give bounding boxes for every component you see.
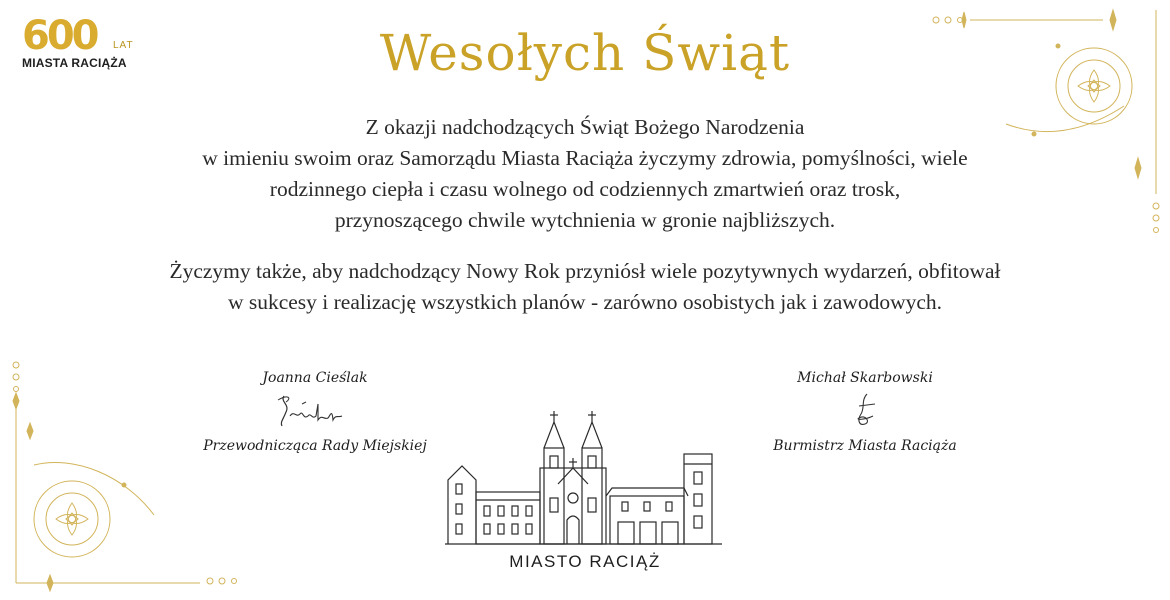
signer-title: Burmistrz Miasta Raciąża [773,438,957,454]
logo-lat: LAT [113,40,134,51]
message-line: rodzinnego ciepła i czasu wolnego od codziennych zmartwień oraz trosk, [269,177,901,201]
ornament-bottom-left [4,355,244,595]
town-logo [440,408,730,588]
logo-city: MIASTA RACIĄŻA [22,56,127,70]
message-line: w imieniu swoim oraz Samorządu Miasta Raciąża życzymy zdrowia, pomyślności, wiele [202,146,968,170]
handwritten-signature [270,390,360,432]
message-line: Z okazji nadchodzących Świąt Bożego Narodzenia [365,115,805,139]
message-line: w sukcesy i realizację wszystkich planów - zarówno osobistych jak i zawodowych. [227,290,943,314]
logo-number: 600 [22,13,97,59]
ornament-top-right [928,6,1164,242]
message-line: Życzymy także, aby nadchodzący Nowy Rok przyniósł wiele pozytywnych wydarzeń, obfitował [169,259,1001,283]
signature-right [700,370,1030,454]
town-skyline-illustration [440,408,730,548]
message-line: przynoszącego chwile wytchnienia w gronie najbliższych. [334,208,836,232]
town-label: MIASTO RACIĄŻ [509,552,661,571]
handwritten-signature [835,390,895,432]
greeting-title: Wesołych Świąt [379,24,791,82]
signer-name: Michał Skarbowski [797,370,933,386]
signer-title: Przewodnicząca Rady Miejskiej [203,438,427,454]
signer-name: Joanna Cieślak [262,370,368,386]
